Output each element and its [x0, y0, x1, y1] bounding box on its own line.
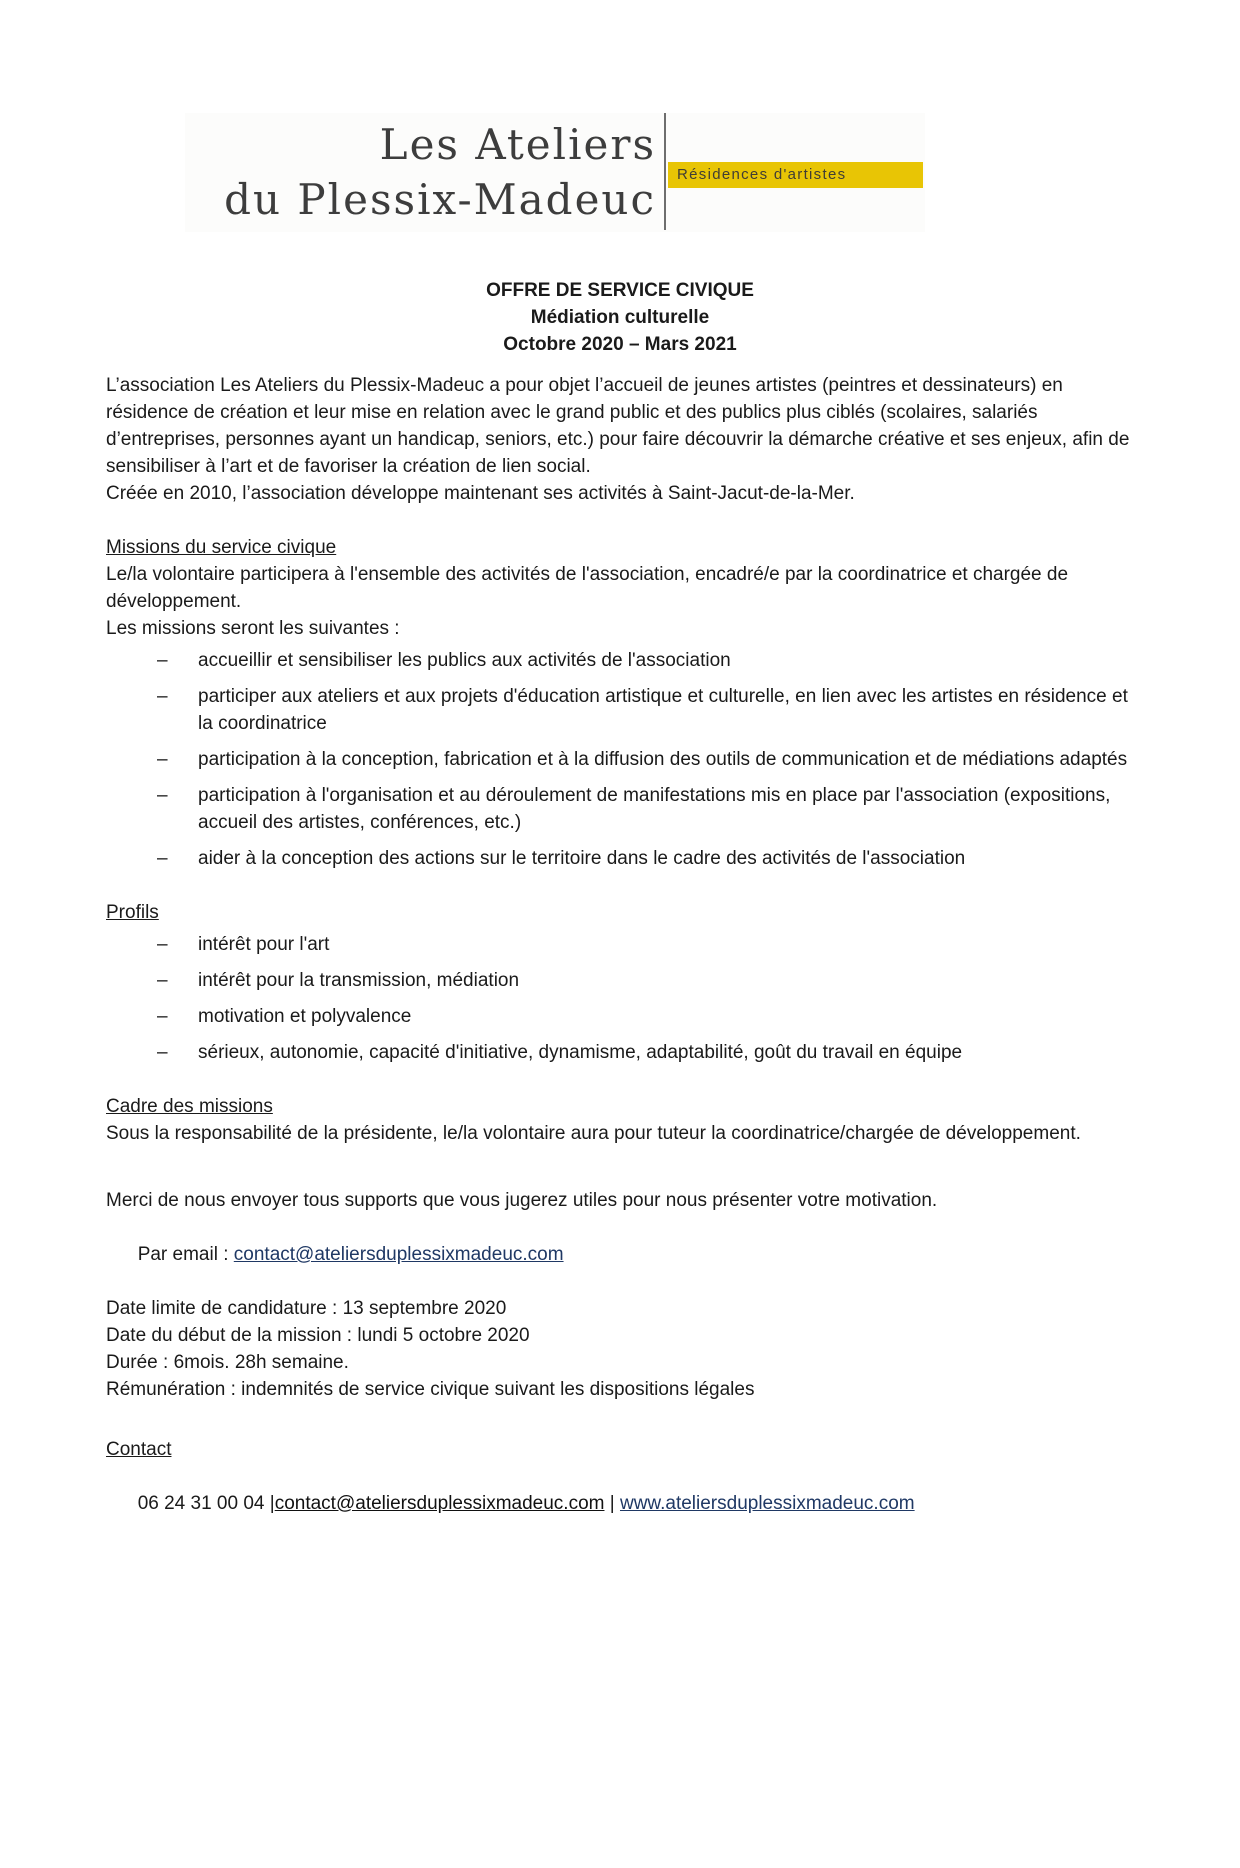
contact-phone: 06 24 31 00 04 — [137, 1493, 270, 1514]
list-item-text: aider à la conception des actions sur le territoire dans le cadre des activités de l'association — [198, 848, 966, 869]
email-label: Par email : — [137, 1244, 234, 1265]
duration-line: Durée : 6mois. 28h semaine. — [106, 1352, 349, 1373]
bullet-dash: – — [157, 848, 168, 869]
profils-heading: Profils — [106, 902, 159, 923]
list-item — [106, 1003, 1134, 1030]
logo-line-1: Les Ateliers — [379, 120, 656, 169]
list-item-text: motivation et polyvalence — [198, 1006, 412, 1027]
missions-intro-1: Le/la volontaire participera à l'ensemble des activités de l'association, encadré/e par la coordinatrice et chargée de développement. — [106, 564, 1069, 612]
list-item-text: intérêt pour l'art — [198, 934, 330, 955]
missions-list — [106, 647, 1134, 872]
email-line — [106, 1214, 1134, 1295]
contact-bar: | — [269, 1493, 275, 1514]
contact-separator: | — [604, 1493, 620, 1514]
start-date-line: Date du début de la mission : lundi 5 octobre 2020 — [106, 1325, 530, 1346]
contact-line — [106, 1463, 1134, 1544]
bullet-dash: – — [157, 970, 168, 991]
document-page — [0, 113, 1240, 1544]
title-line-1: OFFRE DE SERVICE CIVIQUE — [486, 280, 754, 301]
logo — [185, 113, 925, 232]
missions-intro-2: Les missions seront les suivantes : — [106, 618, 400, 639]
list-item-text: participation à l'organisation et au déroulement de manifestations mis en place par l'association (expositions, accueil des artistes, conférences, etc.) — [198, 785, 1111, 833]
cadre-text: Sous la responsabilité de la présidente, le/la volontaire aura pour tuteur la coordinatrice/chargée de développement. — [106, 1123, 1081, 1144]
list-item — [106, 931, 1134, 958]
list-item — [106, 967, 1134, 994]
list-item-text: accueillir et sensibiliser les publics aux activités de l'association — [198, 650, 731, 671]
list-item-text: participation à la conception, fabrication et à la diffusion des outils de communication et de médiations adaptés — [198, 749, 1128, 770]
bullet-dash: – — [157, 1042, 168, 1063]
email-link[interactable]: contact@ateliersduplessixmadeuc.com — [233, 1244, 564, 1265]
bullet-dash: – — [157, 785, 168, 806]
document-title — [106, 277, 1134, 358]
contact-email-link[interactable]: contact@ateliersduplessixmadeuc.com — [274, 1493, 605, 1514]
title-line-2: Médiation culturelle — [530, 307, 710, 328]
list-item — [106, 647, 1134, 674]
list-item-text: participer aux ateliers et aux projets d'éducation artistique et culturelle, en lien avec les artistes en résidence et la coordinatrice — [198, 686, 1128, 734]
list-item — [106, 683, 1134, 737]
list-item-text: sérieux, autonomie, capacité d'initiative, dynamisme, adaptabilité, goût du travail en équipe — [198, 1042, 963, 1063]
bullet-dash: – — [157, 686, 168, 707]
list-item — [106, 1039, 1134, 1066]
bullet-dash: – — [157, 650, 168, 671]
remuneration-line: Rémunération : indemnités de service civique suivant les dispositions légales — [106, 1379, 755, 1400]
logo-line-2: du Plessix-Madeuc — [224, 175, 656, 224]
logo-ribbon: Résidences d'artistes — [668, 162, 923, 188]
list-item — [106, 746, 1134, 773]
document-body — [0, 277, 1240, 1544]
bullet-dash: – — [157, 934, 168, 955]
contact-heading: Contact — [106, 1439, 172, 1460]
missions-heading: Missions du service civique — [106, 537, 337, 558]
intro-paragraph: L’association Les Ateliers du Plessix-Madeuc a pour objet l’accueil de jeunes artistes (peintres et dessinateurs) en résidence de création et leur mise en relation avec le grand public et des publics plus ciblés (scolaires, salariés d’entreprises, personnes ayant un handicap, seniors, etc.) pour faire découvrir la démarche créative et ses enjeux, afin de sensibiliser à l’art et de favoriser la création de lien social. — [106, 375, 1130, 477]
contact-website-link[interactable]: www.ateliersduplessixmadeuc.com — [619, 1493, 915, 1514]
list-item — [106, 782, 1134, 836]
bullet-dash: – — [157, 749, 168, 770]
list-item — [106, 845, 1134, 872]
candidature-intro: Merci de nous envoyer tous supports que vous jugerez utiles pour nous présenter votre motivation. — [106, 1190, 938, 1211]
logo-wordmark — [185, 113, 666, 230]
deadline-line: Date limite de candidature : 13 septembre 2020 — [106, 1298, 507, 1319]
profils-list — [106, 931, 1134, 1066]
intro-paragraph-2: Créée en 2010, l’association développe maintenant ses activités à Saint-Jacut-de-la-Mer. — [106, 483, 855, 504]
list-item-text: intérêt pour la transmission, médiation — [198, 970, 520, 991]
bullet-dash: – — [157, 1006, 168, 1027]
cadre-heading: Cadre des missions — [106, 1096, 273, 1117]
title-line-3: Octobre 2020 – Mars 2021 — [503, 334, 737, 355]
